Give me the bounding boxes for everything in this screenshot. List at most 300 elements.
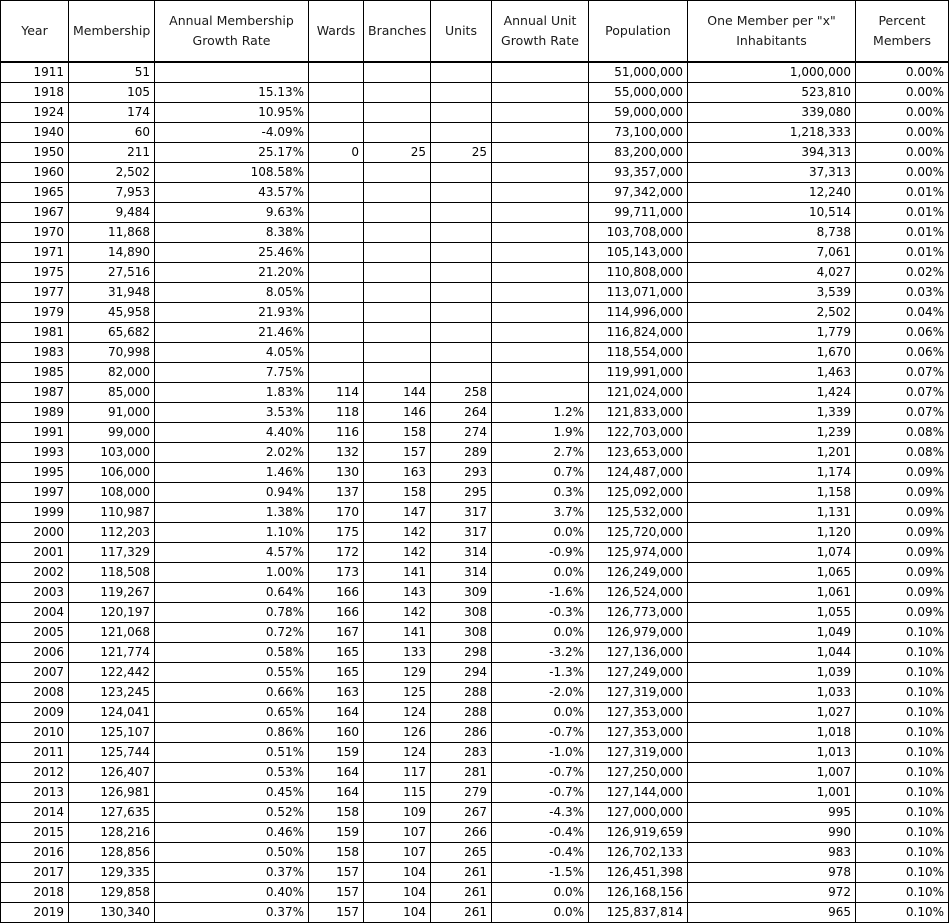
cell-branches[interactable]: [364, 203, 431, 223]
cell-members-per-inhabitant[interactable]: 4,027: [688, 263, 856, 283]
cell-members-per-inhabitant[interactable]: 1,218,333: [688, 123, 856, 143]
cell-members-per-inhabitant[interactable]: 1,000,000: [688, 62, 856, 83]
cell-units[interactable]: 289: [431, 443, 492, 463]
cell-membership[interactable]: 127,635: [69, 803, 155, 823]
cell-population[interactable]: 126,702,133: [589, 843, 688, 863]
cell-membership[interactable]: 174: [69, 103, 155, 123]
cell-population[interactable]: 125,837,814: [589, 903, 688, 923]
cell-membership[interactable]: 91,000: [69, 403, 155, 423]
cell-unit-growth[interactable]: [492, 283, 589, 303]
cell-branches[interactable]: 109: [364, 803, 431, 823]
cell-population[interactable]: 119,991,000: [589, 363, 688, 383]
cell-membership-growth[interactable]: 0.51%: [155, 743, 309, 763]
cell-percent-members[interactable]: 0.10%: [856, 743, 949, 763]
cell-percent-members[interactable]: 0.01%: [856, 243, 949, 263]
cell-membership-growth[interactable]: 1.46%: [155, 463, 309, 483]
cell-branches[interactable]: 142: [364, 603, 431, 623]
cell-percent-members[interactable]: 0.10%: [856, 783, 949, 803]
cell-membership-growth[interactable]: 0.58%: [155, 643, 309, 663]
cell-wards[interactable]: 158: [309, 803, 364, 823]
cell-year[interactable]: 2000: [1, 523, 69, 543]
cell-membership[interactable]: 45,958: [69, 303, 155, 323]
cell-members-per-inhabitant[interactable]: 1,065: [688, 563, 856, 583]
cell-wards[interactable]: [309, 283, 364, 303]
cell-population[interactable]: 126,524,000: [589, 583, 688, 603]
cell-membership-growth[interactable]: 0.50%: [155, 843, 309, 863]
cell-year[interactable]: 1965: [1, 183, 69, 203]
cell-membership-growth[interactable]: 0.55%: [155, 663, 309, 683]
cell-members-per-inhabitant[interactable]: 1,055: [688, 603, 856, 623]
header-units[interactable]: Units: [431, 1, 492, 63]
cell-membership-growth[interactable]: 8.38%: [155, 223, 309, 243]
cell-population[interactable]: 127,144,000: [589, 783, 688, 803]
cell-units[interactable]: 288: [431, 683, 492, 703]
cell-branches[interactable]: 104: [364, 883, 431, 903]
cell-percent-members[interactable]: 0.07%: [856, 403, 949, 423]
cell-units[interactable]: [431, 103, 492, 123]
cell-units[interactable]: [431, 203, 492, 223]
cell-members-per-inhabitant[interactable]: 1,044: [688, 643, 856, 663]
cell-year[interactable]: 2006: [1, 643, 69, 663]
cell-wards[interactable]: 130: [309, 463, 364, 483]
cell-percent-members[interactable]: 0.00%: [856, 83, 949, 103]
cell-unit-growth[interactable]: 0.0%: [492, 703, 589, 723]
cell-members-per-inhabitant[interactable]: 1,131: [688, 503, 856, 523]
cell-unit-growth[interactable]: -3.2%: [492, 643, 589, 663]
cell-members-per-inhabitant[interactable]: 990: [688, 823, 856, 843]
cell-wards[interactable]: [309, 83, 364, 103]
cell-units[interactable]: [431, 323, 492, 343]
cell-unit-growth[interactable]: [492, 163, 589, 183]
cell-year[interactable]: 2008: [1, 683, 69, 703]
cell-units[interactable]: 298: [431, 643, 492, 663]
cell-membership-growth[interactable]: 25.17%: [155, 143, 309, 163]
cell-branches[interactable]: [364, 62, 431, 83]
cell-year[interactable]: 1960: [1, 163, 69, 183]
cell-population[interactable]: 59,000,000: [589, 103, 688, 123]
cell-membership[interactable]: 11,868: [69, 223, 155, 243]
cell-unit-growth[interactable]: 0.0%: [492, 883, 589, 903]
cell-membership[interactable]: 103,000: [69, 443, 155, 463]
cell-membership[interactable]: 31,948: [69, 283, 155, 303]
cell-membership-growth[interactable]: 9.63%: [155, 203, 309, 223]
cell-units[interactable]: 25: [431, 143, 492, 163]
cell-unit-growth[interactable]: 2.7%: [492, 443, 589, 463]
cell-year[interactable]: 1989: [1, 403, 69, 423]
cell-year[interactable]: 2004: [1, 603, 69, 623]
cell-membership-growth[interactable]: 2.02%: [155, 443, 309, 463]
cell-unit-growth[interactable]: [492, 203, 589, 223]
cell-wards[interactable]: 118: [309, 403, 364, 423]
cell-units[interactable]: [431, 243, 492, 263]
cell-year[interactable]: 2013: [1, 783, 69, 803]
cell-branches[interactable]: [364, 103, 431, 123]
cell-membership[interactable]: 110,987: [69, 503, 155, 523]
cell-unit-growth[interactable]: -1.3%: [492, 663, 589, 683]
header-membership[interactable]: Membership: [69, 1, 155, 63]
cell-wards[interactable]: 116: [309, 423, 364, 443]
cell-branches[interactable]: 115: [364, 783, 431, 803]
cell-percent-members[interactable]: 0.01%: [856, 203, 949, 223]
cell-branches[interactable]: [364, 303, 431, 323]
cell-percent-members[interactable]: 0.09%: [856, 543, 949, 563]
cell-percent-members[interactable]: 0.10%: [856, 723, 949, 743]
cell-wards[interactable]: [309, 343, 364, 363]
cell-units[interactable]: 283: [431, 743, 492, 763]
cell-population[interactable]: 99,711,000: [589, 203, 688, 223]
cell-population[interactable]: 127,353,000: [589, 723, 688, 743]
cell-membership[interactable]: 70,998: [69, 343, 155, 363]
cell-members-per-inhabitant[interactable]: 1,158: [688, 483, 856, 503]
cell-wards[interactable]: [309, 363, 364, 383]
cell-population[interactable]: 126,979,000: [589, 623, 688, 643]
cell-wards[interactable]: [309, 103, 364, 123]
cell-units[interactable]: 265: [431, 843, 492, 863]
cell-wards[interactable]: [309, 323, 364, 343]
cell-year[interactable]: 1995: [1, 463, 69, 483]
cell-units[interactable]: 314: [431, 563, 492, 583]
cell-year[interactable]: 2009: [1, 703, 69, 723]
cell-membership[interactable]: 82,000: [69, 363, 155, 383]
cell-units[interactable]: [431, 83, 492, 103]
cell-branches[interactable]: [364, 263, 431, 283]
cell-units[interactable]: 266: [431, 823, 492, 843]
cell-percent-members[interactable]: 0.09%: [856, 523, 949, 543]
cell-units[interactable]: [431, 283, 492, 303]
cell-units[interactable]: [431, 183, 492, 203]
cell-wards[interactable]: 164: [309, 703, 364, 723]
cell-wards[interactable]: 158: [309, 843, 364, 863]
cell-membership-growth[interactable]: 43.57%: [155, 183, 309, 203]
cell-year[interactable]: 1993: [1, 443, 69, 463]
cell-population[interactable]: 116,824,000: [589, 323, 688, 343]
cell-membership-growth[interactable]: 7.75%: [155, 363, 309, 383]
cell-year[interactable]: 2011: [1, 743, 69, 763]
cell-wards[interactable]: 172: [309, 543, 364, 563]
cell-wards[interactable]: 159: [309, 743, 364, 763]
cell-population[interactable]: 124,487,000: [589, 463, 688, 483]
cell-units[interactable]: [431, 343, 492, 363]
cell-membership-growth[interactable]: [155, 62, 309, 83]
cell-branches[interactable]: [364, 83, 431, 103]
cell-branches[interactable]: 107: [364, 843, 431, 863]
cell-population[interactable]: 110,808,000: [589, 263, 688, 283]
cell-unit-growth[interactable]: 0.0%: [492, 623, 589, 643]
cell-members-per-inhabitant[interactable]: 3,539: [688, 283, 856, 303]
cell-membership[interactable]: 2,502: [69, 163, 155, 183]
cell-membership[interactable]: 108,000: [69, 483, 155, 503]
cell-wards[interactable]: 170: [309, 503, 364, 523]
cell-percent-members[interactable]: 0.06%: [856, 343, 949, 363]
cell-percent-members[interactable]: 0.10%: [856, 903, 949, 923]
cell-percent-members[interactable]: 0.10%: [856, 643, 949, 663]
cell-wards[interactable]: 0: [309, 143, 364, 163]
cell-year[interactable]: 1977: [1, 283, 69, 303]
cell-unit-growth[interactable]: 0.0%: [492, 903, 589, 923]
cell-population[interactable]: 127,319,000: [589, 743, 688, 763]
cell-branches[interactable]: 117: [364, 763, 431, 783]
cell-unit-growth[interactable]: -0.9%: [492, 543, 589, 563]
cell-membership-growth[interactable]: -4.09%: [155, 123, 309, 143]
cell-percent-members[interactable]: 0.09%: [856, 583, 949, 603]
cell-branches[interactable]: [364, 343, 431, 363]
cell-wards[interactable]: 114: [309, 383, 364, 403]
cell-wards[interactable]: 157: [309, 883, 364, 903]
cell-population[interactable]: 83,200,000: [589, 143, 688, 163]
cell-members-per-inhabitant[interactable]: 1,339: [688, 403, 856, 423]
cell-percent-members[interactable]: 0.01%: [856, 223, 949, 243]
cell-members-per-inhabitant[interactable]: 972: [688, 883, 856, 903]
cell-units[interactable]: [431, 303, 492, 323]
cell-population[interactable]: 126,919,659: [589, 823, 688, 843]
cell-branches[interactable]: 126: [364, 723, 431, 743]
cell-percent-members[interactable]: 0.10%: [856, 683, 949, 703]
cell-membership[interactable]: 126,407: [69, 763, 155, 783]
cell-membership[interactable]: 128,856: [69, 843, 155, 863]
cell-members-per-inhabitant[interactable]: 7,061: [688, 243, 856, 263]
cell-members-per-inhabitant[interactable]: 339,080: [688, 103, 856, 123]
cell-unit-growth[interactable]: [492, 363, 589, 383]
cell-percent-members[interactable]: 0.00%: [856, 62, 949, 83]
cell-year[interactable]: 2010: [1, 723, 69, 743]
cell-population[interactable]: 51,000,000: [589, 62, 688, 83]
cell-year[interactable]: 1950: [1, 143, 69, 163]
cell-members-per-inhabitant[interactable]: 8,738: [688, 223, 856, 243]
cell-population[interactable]: 126,451,398: [589, 863, 688, 883]
cell-year[interactable]: 2014: [1, 803, 69, 823]
cell-percent-members[interactable]: 0.10%: [856, 703, 949, 723]
cell-population[interactable]: 122,703,000: [589, 423, 688, 443]
cell-wards[interactable]: 132: [309, 443, 364, 463]
cell-unit-growth[interactable]: -2.0%: [492, 683, 589, 703]
cell-units[interactable]: 293: [431, 463, 492, 483]
cell-members-per-inhabitant[interactable]: 523,810: [688, 83, 856, 103]
cell-wards[interactable]: 163: [309, 683, 364, 703]
cell-branches[interactable]: [364, 223, 431, 243]
cell-branches[interactable]: 107: [364, 823, 431, 843]
cell-units[interactable]: 267: [431, 803, 492, 823]
cell-unit-growth[interactable]: 1.2%: [492, 403, 589, 423]
cell-percent-members[interactable]: 0.08%: [856, 443, 949, 463]
cell-membership-growth[interactable]: 0.37%: [155, 903, 309, 923]
cell-percent-members[interactable]: 0.06%: [856, 323, 949, 343]
cell-wards[interactable]: [309, 183, 364, 203]
cell-membership-growth[interactable]: 0.72%: [155, 623, 309, 643]
cell-year[interactable]: 2016: [1, 843, 69, 863]
cell-members-per-inhabitant[interactable]: 1,120: [688, 523, 856, 543]
cell-year[interactable]: 1999: [1, 503, 69, 523]
cell-membership[interactable]: 122,442: [69, 663, 155, 683]
cell-population[interactable]: 118,554,000: [589, 343, 688, 363]
cell-members-per-inhabitant[interactable]: 2,502: [688, 303, 856, 323]
cell-wards[interactable]: 160: [309, 723, 364, 743]
cell-unit-growth[interactable]: -0.7%: [492, 763, 589, 783]
cell-percent-members[interactable]: 0.00%: [856, 163, 949, 183]
cell-percent-members[interactable]: 0.10%: [856, 843, 949, 863]
cell-branches[interactable]: 133: [364, 643, 431, 663]
cell-unit-growth[interactable]: [492, 243, 589, 263]
cell-population[interactable]: 73,100,000: [589, 123, 688, 143]
cell-wards[interactable]: [309, 62, 364, 83]
cell-percent-members[interactable]: 0.10%: [856, 803, 949, 823]
cell-units[interactable]: 288: [431, 703, 492, 723]
cell-population[interactable]: 127,353,000: [589, 703, 688, 723]
cell-units[interactable]: 286: [431, 723, 492, 743]
cell-members-per-inhabitant[interactable]: 1,007: [688, 763, 856, 783]
cell-year[interactable]: 1967: [1, 203, 69, 223]
cell-units[interactable]: 295: [431, 483, 492, 503]
cell-population[interactable]: 126,168,156: [589, 883, 688, 903]
cell-units[interactable]: 264: [431, 403, 492, 423]
cell-membership-growth[interactable]: 21.20%: [155, 263, 309, 283]
cell-units[interactable]: [431, 163, 492, 183]
cell-units[interactable]: 258: [431, 383, 492, 403]
header-wards[interactable]: Wards: [309, 1, 364, 63]
cell-percent-members[interactable]: 0.04%: [856, 303, 949, 323]
cell-year[interactable]: 1985: [1, 363, 69, 383]
cell-membership[interactable]: 99,000: [69, 423, 155, 443]
cell-population[interactable]: 125,974,000: [589, 543, 688, 563]
cell-membership-growth[interactable]: 0.52%: [155, 803, 309, 823]
cell-year[interactable]: 1991: [1, 423, 69, 443]
cell-membership[interactable]: 120,197: [69, 603, 155, 623]
cell-membership[interactable]: 112,203: [69, 523, 155, 543]
cell-percent-members[interactable]: 0.09%: [856, 563, 949, 583]
cell-members-per-inhabitant[interactable]: 1,001: [688, 783, 856, 803]
cell-membership-growth[interactable]: 108.58%: [155, 163, 309, 183]
cell-population[interactable]: 126,773,000: [589, 603, 688, 623]
cell-year[interactable]: 1975: [1, 263, 69, 283]
cell-members-per-inhabitant[interactable]: 1,424: [688, 383, 856, 403]
cell-branches[interactable]: 158: [364, 483, 431, 503]
cell-branches[interactable]: 104: [364, 863, 431, 883]
cell-membership[interactable]: 124,041: [69, 703, 155, 723]
cell-unit-growth[interactable]: [492, 62, 589, 83]
cell-units[interactable]: 317: [431, 503, 492, 523]
cell-membership-growth[interactable]: 0.94%: [155, 483, 309, 503]
cell-branches[interactable]: 124: [364, 703, 431, 723]
cell-membership-growth[interactable]: 4.40%: [155, 423, 309, 443]
cell-wards[interactable]: 175: [309, 523, 364, 543]
cell-membership-growth[interactable]: 0.66%: [155, 683, 309, 703]
cell-membership-growth[interactable]: 0.46%: [155, 823, 309, 843]
cell-members-per-inhabitant[interactable]: 1,670: [688, 343, 856, 363]
cell-membership-growth[interactable]: 1.00%: [155, 563, 309, 583]
cell-year[interactable]: 1918: [1, 83, 69, 103]
cell-year[interactable]: 1987: [1, 383, 69, 403]
header-branches[interactable]: Branches: [364, 1, 431, 63]
cell-unit-growth[interactable]: [492, 183, 589, 203]
cell-branches[interactable]: [364, 183, 431, 203]
cell-percent-members[interactable]: 0.07%: [856, 383, 949, 403]
cell-units[interactable]: [431, 223, 492, 243]
cell-membership[interactable]: 130,340: [69, 903, 155, 923]
cell-year[interactable]: 1940: [1, 123, 69, 143]
cell-members-per-inhabitant[interactable]: 1,061: [688, 583, 856, 603]
cell-population[interactable]: 125,532,000: [589, 503, 688, 523]
cell-population[interactable]: 97,342,000: [589, 183, 688, 203]
cell-membership[interactable]: 119,267: [69, 583, 155, 603]
cell-year[interactable]: 2002: [1, 563, 69, 583]
cell-year[interactable]: 2003: [1, 583, 69, 603]
cell-membership[interactable]: 125,107: [69, 723, 155, 743]
cell-branches[interactable]: 25: [364, 143, 431, 163]
cell-members-per-inhabitant[interactable]: 965: [688, 903, 856, 923]
cell-wards[interactable]: 165: [309, 643, 364, 663]
cell-branches[interactable]: 142: [364, 543, 431, 563]
cell-membership-growth[interactable]: 4.05%: [155, 343, 309, 363]
cell-branches[interactable]: 157: [364, 443, 431, 463]
cell-population[interactable]: 127,000,000: [589, 803, 688, 823]
cell-members-per-inhabitant[interactable]: 1,174: [688, 463, 856, 483]
cell-percent-members[interactable]: 0.09%: [856, 463, 949, 483]
cell-wards[interactable]: 157: [309, 863, 364, 883]
cell-membership-growth[interactable]: 15.13%: [155, 83, 309, 103]
cell-wards[interactable]: 164: [309, 763, 364, 783]
cell-membership-growth[interactable]: 8.05%: [155, 283, 309, 303]
cell-unit-growth[interactable]: -1.0%: [492, 743, 589, 763]
cell-members-per-inhabitant[interactable]: 1,074: [688, 543, 856, 563]
cell-percent-members[interactable]: 0.03%: [856, 283, 949, 303]
cell-unit-growth[interactable]: 0.3%: [492, 483, 589, 503]
cell-wards[interactable]: 164: [309, 783, 364, 803]
cell-membership[interactable]: 105: [69, 83, 155, 103]
cell-units[interactable]: 279: [431, 783, 492, 803]
cell-members-per-inhabitant[interactable]: 1,027: [688, 703, 856, 723]
cell-population[interactable]: 121,833,000: [589, 403, 688, 423]
cell-branches[interactable]: 125: [364, 683, 431, 703]
cell-year[interactable]: 1971: [1, 243, 69, 263]
cell-population[interactable]: 103,708,000: [589, 223, 688, 243]
cell-membership[interactable]: 123,245: [69, 683, 155, 703]
cell-membership-growth[interactable]: 0.37%: [155, 863, 309, 883]
cell-population[interactable]: 113,071,000: [589, 283, 688, 303]
cell-wards[interactable]: [309, 123, 364, 143]
cell-membership-growth[interactable]: 0.45%: [155, 783, 309, 803]
cell-branches[interactable]: [364, 363, 431, 383]
cell-year[interactable]: 1979: [1, 303, 69, 323]
cell-wards[interactable]: 166: [309, 583, 364, 603]
cell-percent-members[interactable]: 0.09%: [856, 483, 949, 503]
cell-membership[interactable]: 121,068: [69, 623, 155, 643]
cell-units[interactable]: 314: [431, 543, 492, 563]
cell-membership[interactable]: 125,744: [69, 743, 155, 763]
cell-members-per-inhabitant[interactable]: 10,514: [688, 203, 856, 223]
cell-percent-members[interactable]: 0.08%: [856, 423, 949, 443]
cell-wards[interactable]: 159: [309, 823, 364, 843]
cell-unit-growth[interactable]: -1.5%: [492, 863, 589, 883]
cell-percent-members[interactable]: 0.10%: [856, 623, 949, 643]
cell-membership-growth[interactable]: 0.40%: [155, 883, 309, 903]
cell-branches[interactable]: 143: [364, 583, 431, 603]
cell-units[interactable]: 274: [431, 423, 492, 443]
cell-branches[interactable]: 144: [364, 383, 431, 403]
cell-membership-growth[interactable]: 4.57%: [155, 543, 309, 563]
cell-membership-growth[interactable]: 0.65%: [155, 703, 309, 723]
cell-year[interactable]: 1981: [1, 323, 69, 343]
cell-membership-growth[interactable]: 3.53%: [155, 403, 309, 423]
header-percent-members[interactable]: Percent Members: [856, 1, 949, 63]
cell-members-per-inhabitant[interactable]: 1,039: [688, 663, 856, 683]
cell-branches[interactable]: 158: [364, 423, 431, 443]
cell-wards[interactable]: 157: [309, 903, 364, 923]
cell-unit-growth[interactable]: -0.4%: [492, 823, 589, 843]
cell-population[interactable]: 105,143,000: [589, 243, 688, 263]
cell-membership-growth[interactable]: 10.95%: [155, 103, 309, 123]
cell-membership[interactable]: 9,484: [69, 203, 155, 223]
cell-wards[interactable]: 173: [309, 563, 364, 583]
cell-membership-growth[interactable]: 0.64%: [155, 583, 309, 603]
